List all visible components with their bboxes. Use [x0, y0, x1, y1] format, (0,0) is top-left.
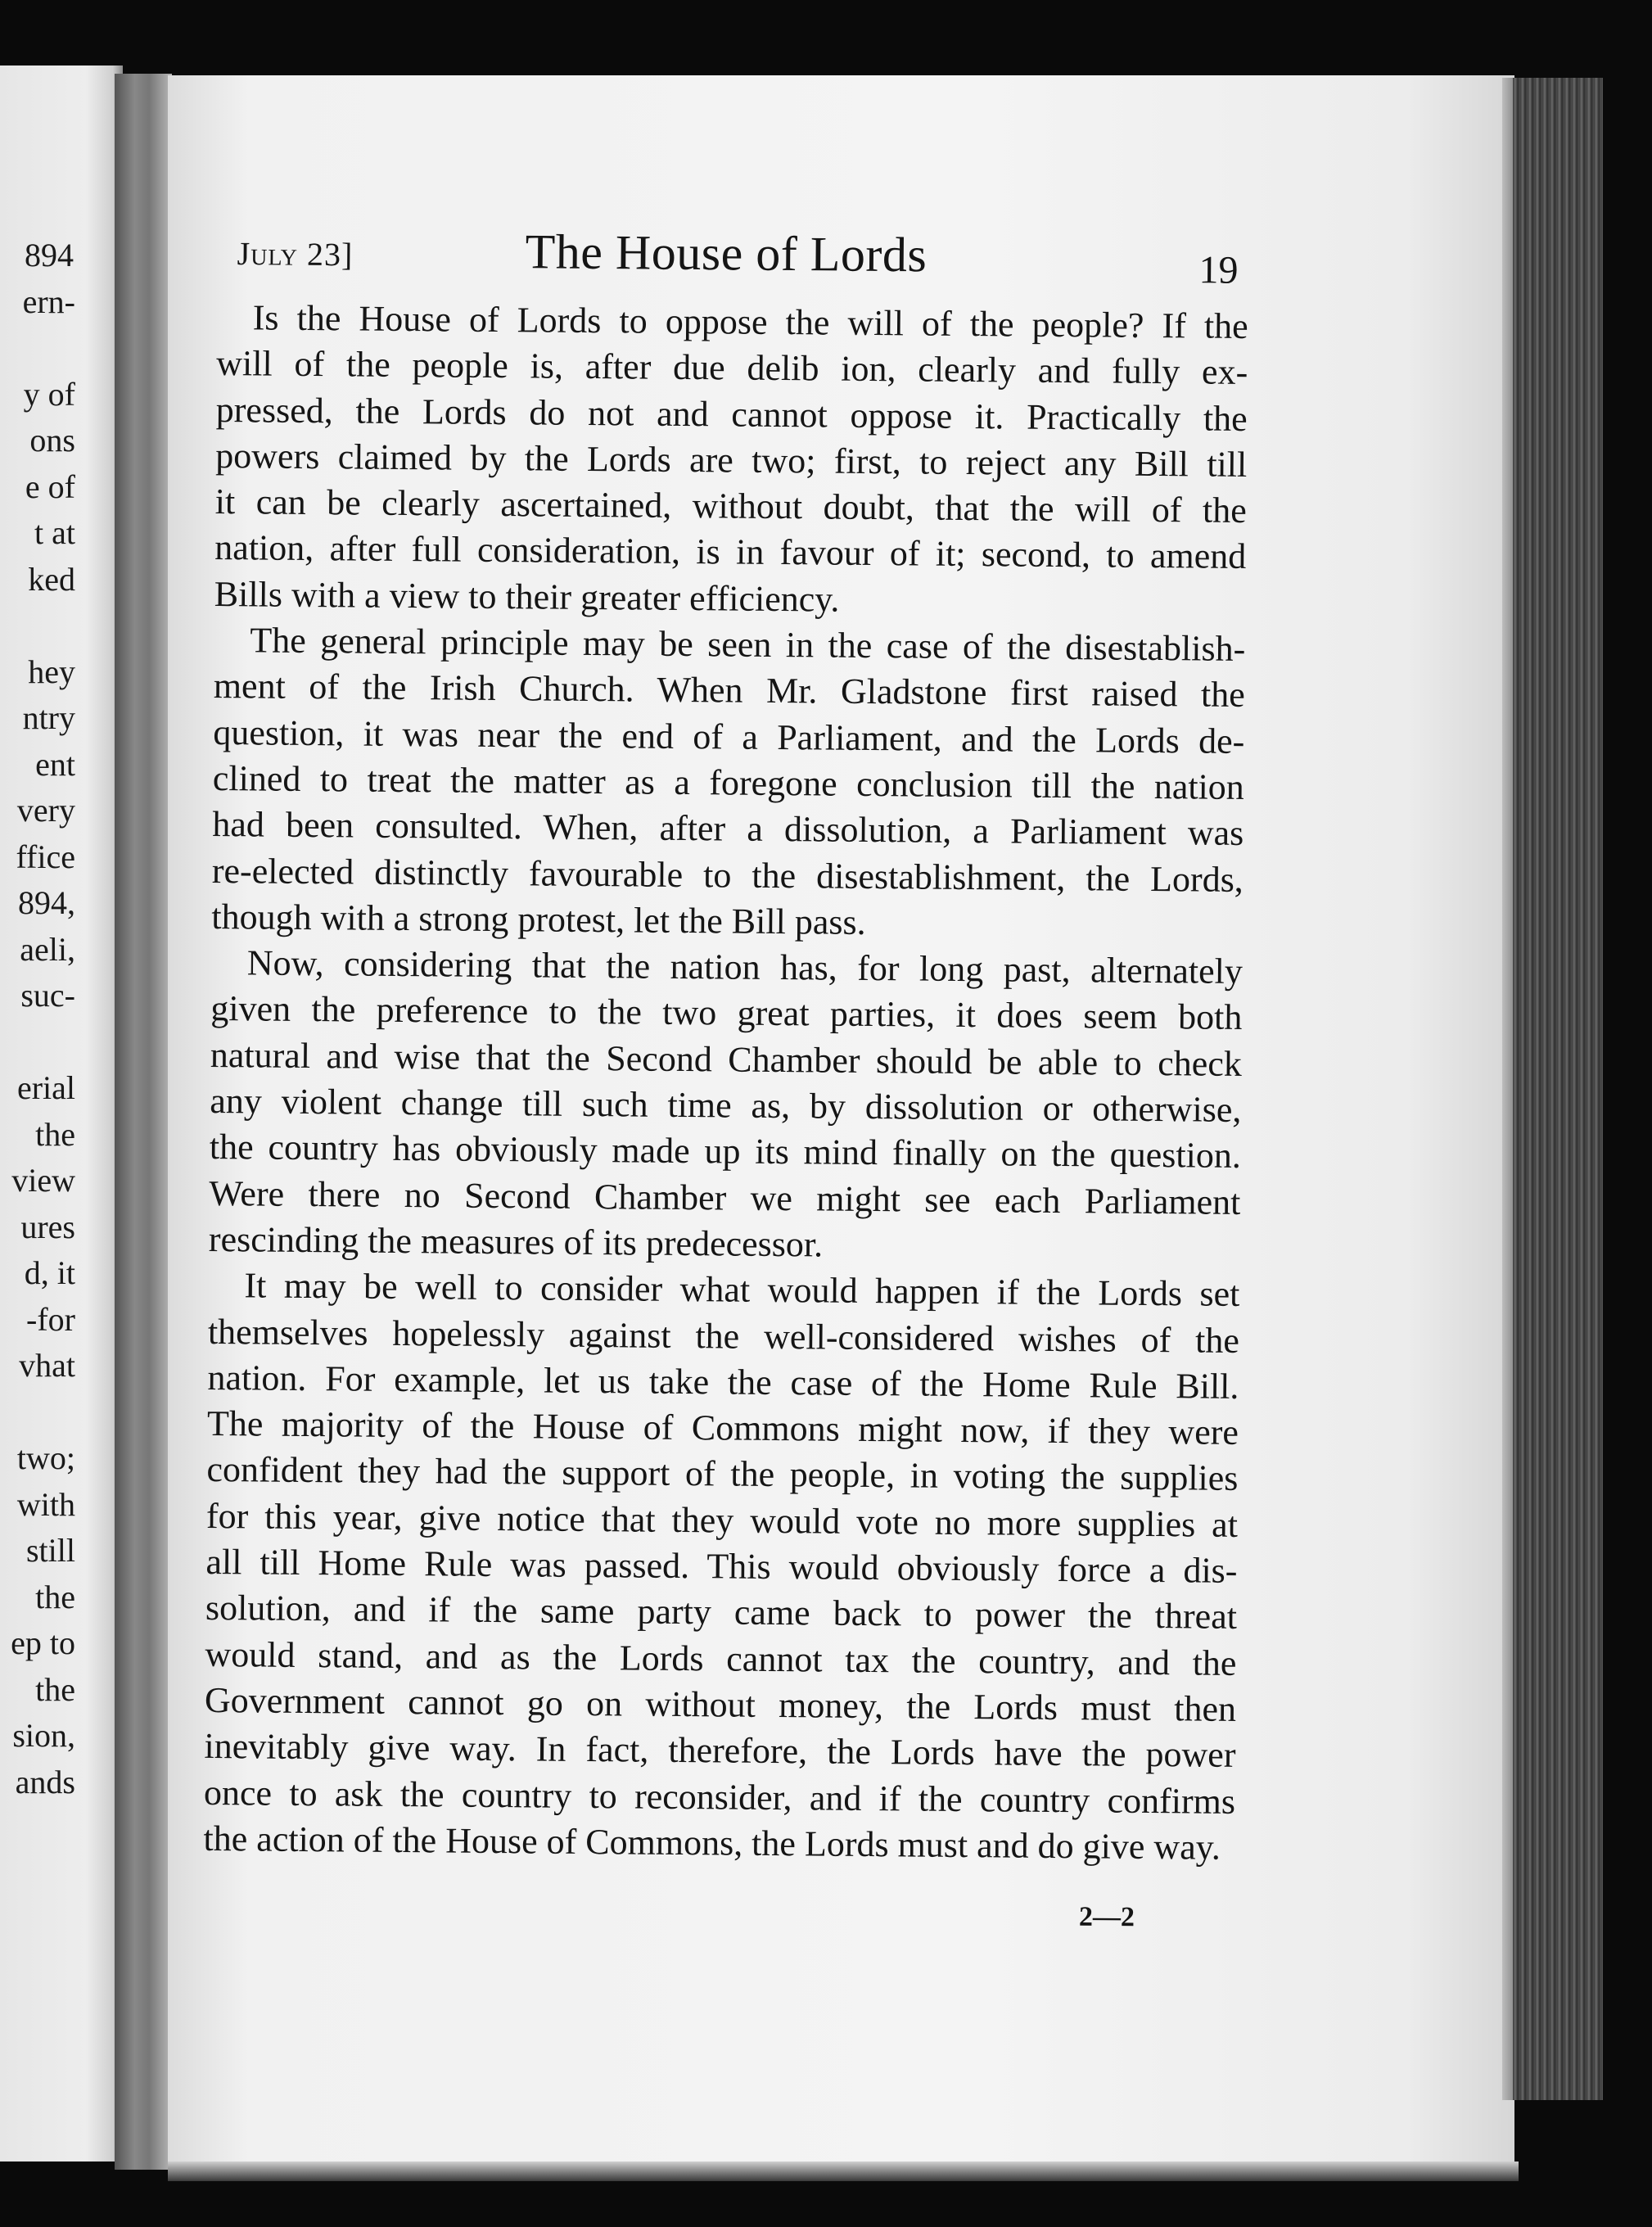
left-page-line-fragment: ked	[28, 560, 75, 598]
book-gutter	[115, 74, 172, 2170]
left-page-line-fragment: ures	[20, 1208, 75, 1245]
paragraph	[211, 617, 1245, 949]
left-page-line-fragment: suc-	[20, 977, 75, 1014]
left-page-line-fragment: with	[16, 1485, 75, 1523]
text-line: Government cannot go on without money, the Lords must then	[204, 1679, 1237, 1729]
text-line: It may be well to consider what would happen if the Lords set	[244, 1265, 1240, 1315]
text-line: though with a strong protest, let the Bill pass.	[211, 896, 866, 942]
text-line: themselves hopelessly against the well-considered wishes of the	[207, 1311, 1240, 1361]
text-line: clined to treat the matter as a foregone conclusion till the nation	[212, 757, 1245, 807]
text-line: powers claimed by the Lords are two; first, to reject any Bill till	[215, 435, 1248, 485]
page-number: 19	[1198, 248, 1239, 292]
left-page-line-fragment: e of	[25, 468, 75, 505]
paragraph	[214, 295, 1248, 626]
left-page-line-fragment: hey	[28, 653, 75, 690]
left-page-line-fragment: ern-	[22, 282, 75, 320]
text-line: question, it was near the end of a Parliament, and the Lords de-	[213, 711, 1245, 761]
text-line: Bills with a view to their greater efficiency.	[214, 573, 840, 620]
text-line: once to ask the country to reconsider, and if the country confirms	[203, 1772, 1236, 1822]
left-page-line-fragment: ands	[15, 1763, 75, 1800]
text-line: would stand, and as the Lords cannot tax the country, and the	[205, 1633, 1237, 1683]
running-head-date: July 23]	[237, 235, 354, 273]
left-page-line-fragment: ep to	[11, 1624, 75, 1661]
left-page-line-fragment: vhat	[19, 1347, 75, 1384]
left-page-line-fragment: very	[16, 792, 75, 829]
paragraph	[203, 1263, 1239, 1871]
left-page-line-fragment: 894,	[18, 884, 75, 921]
left-page-text-fragments	[0, 66, 123, 2162]
left-page-line-fragment: aeli,	[20, 930, 75, 968]
left-page-line-fragment: two;	[16, 1439, 75, 1476]
left-page-line-fragment: y of	[23, 375, 75, 413]
text-line: any violent change till such time as, by dissolution or otherwise,	[210, 1081, 1242, 1131]
left-page-line-fragment: -for	[26, 1300, 75, 1338]
signature-mark: 2—2	[1078, 1901, 1135, 1933]
body-text	[203, 295, 1248, 1871]
text-line: inevitably give way. In fact, therefore, the Lords have the power	[204, 1726, 1236, 1776]
left-page-line-fragment: still	[25, 1532, 75, 1569]
text-line: nation, after full consideration, is in favour of it; second, to amend	[214, 527, 1247, 577]
text-line: the country has obviously made up its mind finally on the question.	[209, 1127, 1242, 1177]
left-page-line-fragment: t at	[34, 514, 75, 551]
left-page-line-fragment: the	[35, 1115, 75, 1153]
text-line: pressed, the Lords do not and cannot oppose it. Practically the	[215, 389, 1248, 439]
text-line: solution, and if the same party came back to power the threat	[205, 1588, 1238, 1638]
left-page-line-fragment: the	[35, 1670, 75, 1708]
left-page-line-fragment: d, it	[24, 1254, 75, 1291]
text-line: The general principle may be seen in the case of the disestablish-	[250, 620, 1246, 670]
text-line: nation. For example, let us take the case of the Home Rule Bill.	[207, 1357, 1239, 1407]
paragraph	[209, 940, 1243, 1272]
text-line: The majority of the House of Commons might now, if they were	[206, 1403, 1239, 1453]
text-line: all till Home Rule was passed. This would obviously force a dis-	[205, 1541, 1238, 1591]
running-head-title: The House of Lords	[525, 224, 928, 282]
page-stack-edge	[1513, 78, 1603, 2100]
left-page-line-fragment: sion,	[12, 1717, 75, 1754]
left-page-line-fragment: ons	[29, 422, 75, 458]
page-bottom-edge	[168, 2162, 1519, 2181]
left-page-line-fragment: 894	[25, 237, 74, 273]
text-line: confident they had the support of the people, in voting the supplies	[206, 1449, 1239, 1499]
left-page-line-fragment: erial	[16, 1069, 75, 1106]
text-line: Now, considering that the nation has, for long past, alternately	[246, 942, 1244, 992]
text-line: will of the people is, after due delib ion, clearly and fully ex-	[216, 343, 1248, 393]
text-line: Were there no Second Chamber we might see each Parliament	[209, 1172, 1241, 1222]
left-page-line-fragment: view	[11, 1162, 75, 1199]
text-line: Is the House of Lords to oppose the will of the people? If the	[252, 297, 1248, 346]
text-line: re-elected distinctly favourable to the disestablishment, the Lords,	[211, 850, 1244, 900]
text-line: natural and wise that the Second Chamber should be able to check	[210, 1034, 1243, 1084]
text-line: for this year, give notice that they would vote no more supplies at	[205, 1495, 1239, 1545]
left-page-line-fragment: ntry	[22, 699, 75, 736]
left-page-line-fragment: ent	[35, 745, 75, 783]
left-page-line-fragment: the	[35, 1578, 75, 1615]
text-line: it can be clearly ascertained, without doubt, that the will of the	[214, 481, 1247, 531]
text-line: the action of the House of Commons, the Lords must and do give way.	[203, 1818, 1221, 1868]
left-facing-page	[0, 66, 123, 2162]
text-line: ment of the Irish Church. When Mr. Gladstone first raised the	[213, 666, 1245, 716]
text-line: rescinding the measures of its predecessor.	[208, 1218, 824, 1265]
left-page-line-fragment: ffice	[16, 838, 75, 875]
running-head	[232, 221, 1248, 296]
text-line: had been consulted. When, after a dissolution, a Parliament was	[212, 804, 1244, 854]
text-line: given the preference to the two great parties, it does seem both	[210, 988, 1243, 1038]
